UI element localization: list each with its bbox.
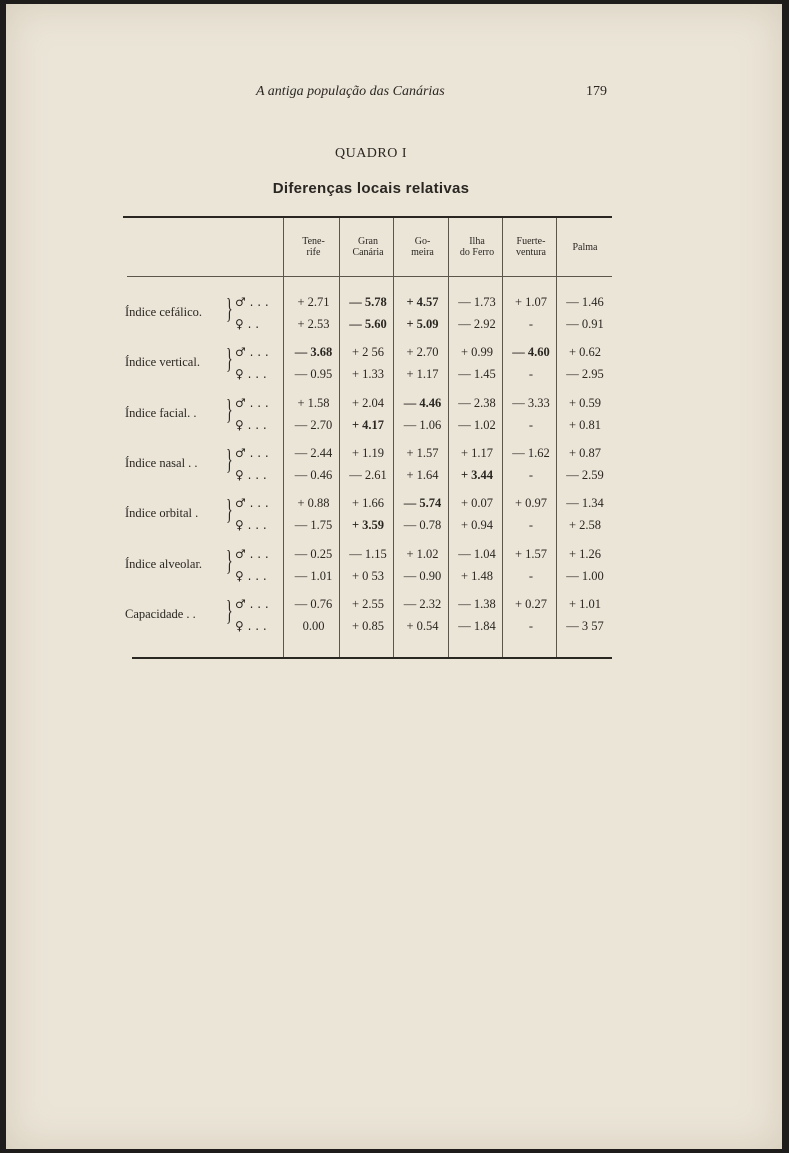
brace: } <box>226 495 233 527</box>
male-value-cell: — 5.78 <box>349 295 387 309</box>
male-value-cell: + 0.87 <box>568 445 602 460</box>
male-value-cell: + 1.57 <box>514 546 548 561</box>
book-page <box>6 4 782 1149</box>
female-marker: ♀ . . <box>235 317 260 331</box>
row-label: Índice vertical. <box>125 355 200 370</box>
male-value-cell: + 2.71 <box>297 295 330 309</box>
male-value-cell: — 0.25 <box>294 546 333 561</box>
brace: } <box>226 444 233 476</box>
row-label: Índice cefálico. <box>125 305 203 319</box>
female-value-cell: — 1.06 <box>403 417 442 432</box>
male-marker: ♂ . . . <box>235 345 269 360</box>
female-value-cell: — 3 57 <box>566 618 604 633</box>
table-top-rule <box>123 216 612 218</box>
female-value-cell: — 0.78 <box>403 518 442 533</box>
female-value-cell: + 1.33 <box>351 367 385 382</box>
female-value-cell: — 2.92 <box>458 317 496 331</box>
female-value-cell: + 1.48 <box>460 568 494 583</box>
column-divider <box>448 218 449 657</box>
male-value-cell: + 1.66 <box>351 496 385 511</box>
column-header: Gran Canária <box>352 236 384 258</box>
female-value-cell: — 0.95 <box>294 367 333 382</box>
female-value-cell: + 1.64 <box>406 467 439 482</box>
column-header: Ilha do Ferro <box>459 236 495 258</box>
male-value-cell: — 2.38 <box>458 395 496 410</box>
female-value-cell: — 0.90 <box>403 568 442 583</box>
female-value-cell: — 2.61 <box>349 467 387 482</box>
row-label: Índice orbital . <box>125 506 199 521</box>
male-value-cell: + 4.57 <box>406 295 439 309</box>
brace: } <box>226 344 233 376</box>
table-header-rule <box>127 276 612 277</box>
female-value-cell: - <box>528 417 534 432</box>
male-marker: ♂ . . . <box>235 445 269 460</box>
female-value-cell: 0.00 <box>302 618 325 633</box>
male-value-cell: + 0.97 <box>514 496 548 511</box>
male-value-cell: + 0.27 <box>514 596 548 611</box>
female-value-cell: — 2.70 <box>294 417 333 432</box>
table-title: Diferenças locais relativas <box>272 180 470 197</box>
female-value-cell: + 3.59 <box>351 518 385 533</box>
female-value-cell: + 0.54 <box>406 618 439 633</box>
female-value-cell: — 1.02 <box>458 417 496 432</box>
column-divider <box>393 218 394 657</box>
female-value-cell: - <box>528 518 534 533</box>
female-value-cell: — 5.60 <box>349 317 387 331</box>
female-value-cell: — 1.01 <box>294 568 333 583</box>
female-value-cell: — 1.45 <box>458 367 496 382</box>
row-label: Índice facial. . <box>125 405 197 420</box>
row-label: Capacidade . . <box>125 606 196 621</box>
table-number: QUADRO I <box>334 146 408 161</box>
male-value-cell: — 1.62 <box>512 445 550 460</box>
male-value-cell: — 1.38 <box>458 596 496 611</box>
page-header <box>6 84 782 106</box>
male-value-cell: — 2.44 <box>294 445 333 460</box>
row-label: Índice alveolar. <box>125 556 203 571</box>
male-value-cell: + 2.55 <box>351 596 385 611</box>
female-value-cell: + 0.81 <box>568 417 602 432</box>
female-value-cell: — 1.84 <box>458 618 496 633</box>
column-divider <box>339 218 340 657</box>
column-header: Fuerte- ventura <box>516 236 546 258</box>
male-value-cell: — 0.76 <box>294 596 333 611</box>
female-marker: ♀ . . . <box>235 518 267 533</box>
male-value-cell: — 1.73 <box>458 295 496 309</box>
male-value-cell: + 2.70 <box>406 345 439 360</box>
male-marker: ♂ . . . <box>235 546 269 561</box>
male-value-cell: + 1.07 <box>514 295 548 309</box>
male-value-cell: — 1.46 <box>566 295 604 309</box>
male-value-cell: + 0.07 <box>460 496 494 511</box>
male-value-cell: + 0.59 <box>568 395 602 410</box>
female-marker: ♀ . . . <box>235 568 267 583</box>
male-marker: ♂ . . . <box>235 496 269 511</box>
female-value-cell: - <box>528 618 534 633</box>
male-value-cell: — 5.74 <box>403 496 442 511</box>
running-title: A antiga população das Canárias <box>256 84 445 99</box>
female-value-cell: + 1.17 <box>406 367 439 382</box>
female-value-cell: + 0.94 <box>460 518 494 533</box>
column-divider <box>283 218 284 657</box>
female-marker: ♀ . . . <box>235 367 267 382</box>
male-value-cell: — 4.60 <box>512 345 550 360</box>
brace: } <box>226 394 233 426</box>
female-value-cell: + 5.09 <box>406 317 439 331</box>
female-value-cell: - <box>528 367 534 382</box>
female-value-cell: + 2.53 <box>297 317 330 331</box>
male-marker: ♂ . . . <box>235 295 269 309</box>
male-value-cell: + 0.99 <box>460 345 494 360</box>
female-value-cell: - <box>528 467 534 482</box>
female-value-cell: — 1.75 <box>294 518 333 533</box>
brace: } <box>226 595 233 627</box>
male-value-cell: — 3.33 <box>512 395 550 410</box>
row-label: Índice nasal . . <box>125 455 198 470</box>
female-value-cell: — 2.59 <box>566 467 604 482</box>
male-value-cell: + 1.26 <box>568 546 602 561</box>
male-value-cell: + 0.62 <box>568 345 602 360</box>
male-value-cell: — 2.32 <box>403 596 442 611</box>
male-value-cell: — 1.34 <box>566 496 604 511</box>
column-header: Tene- rife <box>302 236 325 258</box>
male-value-cell: + 1.58 <box>297 395 330 410</box>
female-marker: ♀ . . . <box>235 618 267 633</box>
male-marker: ♂ . . . <box>235 596 269 611</box>
male-value-cell: + 1.17 <box>460 445 494 460</box>
female-value-cell: — 1.00 <box>566 568 604 583</box>
female-value-cell: — 0.46 <box>294 467 333 482</box>
column-divider <box>556 218 557 657</box>
male-marker: ♂ . . . <box>235 395 269 410</box>
brace: } <box>226 294 233 325</box>
male-value-cell: — 1.04 <box>458 546 496 561</box>
male-value-cell: + 1.01 <box>568 596 602 611</box>
male-value-cell: — 3.68 <box>294 345 333 360</box>
male-value-cell: — 1.15 <box>349 546 387 561</box>
table-bottom-rule <box>132 657 612 659</box>
female-value-cell: + 2.58 <box>568 518 602 533</box>
male-value-cell: + 0.88 <box>297 496 330 511</box>
male-value-cell: — 4.46 <box>403 395 442 410</box>
female-marker: ♀ . . . <box>235 417 267 432</box>
female-value-cell: - <box>528 317 534 331</box>
female-value-cell: — 2.95 <box>566 367 604 382</box>
column-header: Palma <box>572 242 598 253</box>
brace: } <box>226 545 233 577</box>
female-value-cell: + 3.44 <box>460 467 494 482</box>
female-value-cell: — 0.91 <box>566 317 604 331</box>
column-header: Go- meira <box>411 236 434 258</box>
female-marker: ♀ . . . <box>235 467 267 482</box>
male-value-cell: + 1.57 <box>406 445 439 460</box>
female-value-cell: + 0 53 <box>351 568 385 583</box>
page-number: 179 <box>586 84 607 99</box>
column-divider <box>502 218 503 657</box>
male-value-cell: + 1.19 <box>351 445 385 460</box>
female-value-cell: - <box>528 568 534 583</box>
male-value-cell: + 2.04 <box>351 395 385 410</box>
female-value-cell: + 4.17 <box>351 417 385 432</box>
male-value-cell: + 2 56 <box>351 345 385 360</box>
female-value-cell: + 0.85 <box>351 618 385 633</box>
male-value-cell: + 1.02 <box>406 546 439 561</box>
